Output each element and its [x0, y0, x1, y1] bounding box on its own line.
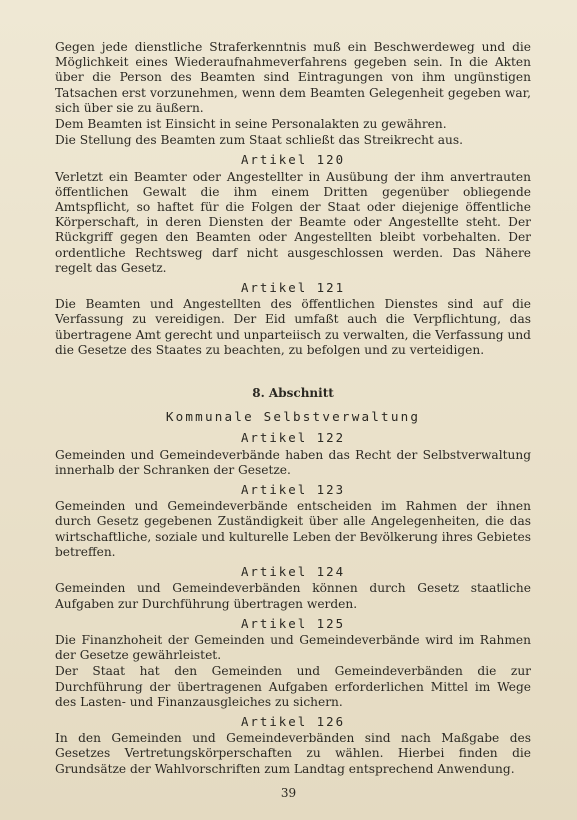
- article-paragraph: Gemeinden und Gemeindeverbände entscheiden im Rahmen der ihnen durch Gesetz gegebenen Zuständigkeit über alle Angelegenheiten, die das wirtschaftliche, soziale und kulturelle Leben der Bevölkerung ihres Gebietes betreffen.: [55, 499, 531, 559]
- article-heading: Artikel 120: [240, 152, 346, 168]
- article-paragraph: Die Beamten und Angestellten des öffentlichen Dienstes sind auf die Verfassung zu vereidigen. Der Eid umfaßt auch die Verpflichtung, das übertragene Amt gerecht und unparteiisch zu verwalten, die Verfassung und die Gesetze des Staates zu beachten, zu befolgen und zu verteidigen.: [55, 297, 531, 357]
- article-heading: Artikel 123: [240, 482, 346, 498]
- article-heading: Artikel 125: [240, 615, 346, 631]
- intro-paragraph: Dem Beamten ist Einsicht in seine Personalakten zu gewähren.: [55, 117, 447, 132]
- article-paragraph: Verletzt ein Beamter oder Angestellter in Ausübung der ihm anvertrauten öffentlichen Gewalt die ihm einem Dritten gegenüber obliegende Amtspflicht, so haftet für die Folgen der Staat oder diejenige öffentliche Körperschaft, in deren Diensten der Beamte oder Angestellte steht. Der Rückgriff gegen den Beamten oder Angestellten bleibt vorbehalten. Der ordentliche Rechtsweg darf nicht ausgeschlossen werden. Das Nähere regelt das Gesetz.: [55, 169, 531, 275]
- article-paragraph: Gemeinden und Gemeindeverbänden können durch Gesetz staatliche Aufgaben zur Durchführung übertragen werden.: [55, 581, 531, 611]
- intro-paragraph: Die Stellung des Beamten zum Staat schließt das Streikrecht aus.: [55, 133, 463, 148]
- article-paragraph: In den Gemeinden und Gemeindeverbänden sind nach Maßgabe des Gesetzes Vertretungskörperschaften zu wählen. Hierbei finden die Grundsätze der Wahlvorschriften zum Landtag entsprechend Anwendung.: [55, 731, 531, 776]
- intro-paragraph: Gegen jede dienstliche Straferkenntnis muß ein Beschwerdeweg und die Möglichkeit eines Wiederaufnahmeverfahrens gegeben sein. In die Akten über die Person des Beamten sind Eintragungen von ihm ungünstigen Tatsachen erst vorzunehmen, wenn dem Beamten Gelegenheit gegeben war, sich über sie zu äußern.: [55, 40, 531, 115]
- section-number: 8. Abschnitt: [252, 386, 334, 401]
- page-number: 39: [280, 786, 297, 800]
- article-paragraph: Die Finanzhoheit der Gemeinden und Gemeindeverbände wird im Rahmen der Gesetze gewährleistet.: [55, 632, 531, 663]
- article-paragraph: Der Staat hat den Gemeinden und Gemeindeverbänden die zur Durchführung der übertragenen Aufgaben erforderlichen Mittel im Wege des Lasten- und Finanzausgleiches zu sichern.: [55, 664, 531, 709]
- section-title: Kommunale Selbstverwaltung: [165, 409, 421, 425]
- article-heading: Artikel 121: [240, 280, 346, 296]
- article-heading: Artikel 124: [240, 564, 346, 580]
- article-paragraph: Gemeinden und Gemeindeverbände haben das Recht der Selbstverwaltung innerhalb der Schranken der Gesetze.: [55, 447, 531, 477]
- article-heading: Artikel 126: [240, 713, 346, 729]
- article-heading: Artikel 122: [240, 430, 346, 446]
